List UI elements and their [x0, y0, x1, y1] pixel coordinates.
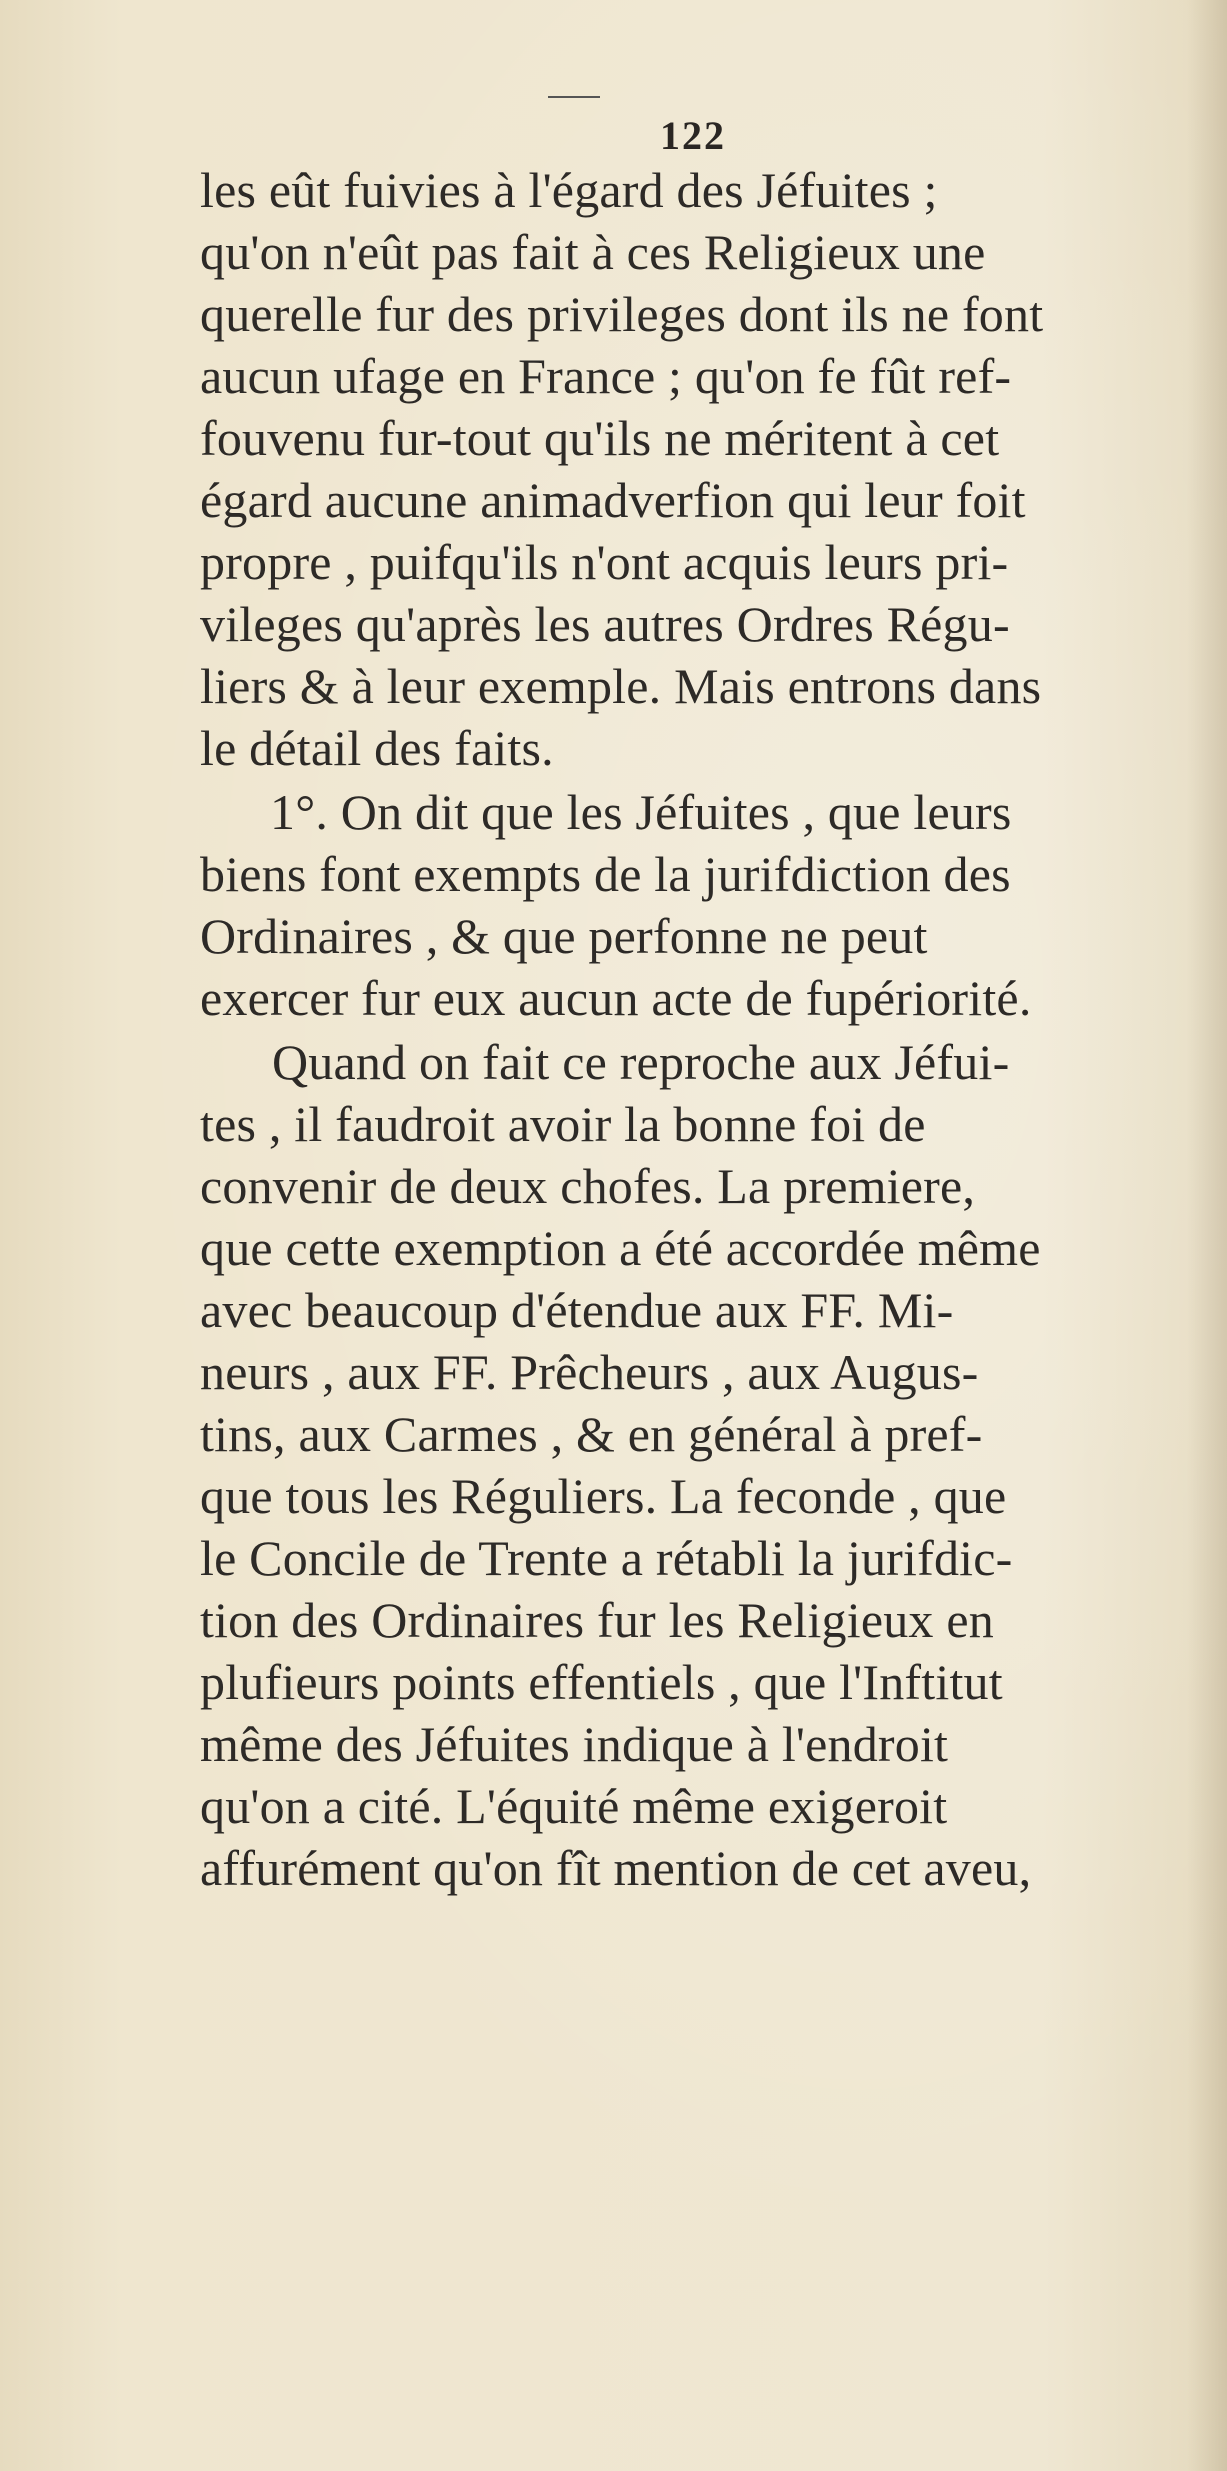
text-line: que cette exemption a été accordée même [200, 1220, 1041, 1276]
header-rule [548, 96, 600, 98]
text-line: propre , puifqu'ils n'ont acquis leurs pri- [200, 534, 1009, 590]
paragraph-start-line: Quand on fait ce reproche aux Jéfui- [272, 1034, 1010, 1090]
text-line: querelle fur des privileges dont ils ne font [200, 286, 1044, 342]
text-line: liers & à leur exemple. Mais entrons dans [200, 658, 1042, 714]
text-line: neurs , aux FF. Prêcheurs , aux Augus- [200, 1344, 979, 1400]
text-line: même des Jéfuites indique à l'endroit [200, 1716, 949, 1772]
text-line: exercer fur eux aucun acte de fupériorité. [200, 970, 1032, 1026]
page-edge-shadow [1187, 0, 1227, 2471]
text-line: vileges qu'après les autres Ordres Régu- [200, 596, 1010, 652]
page-number: 122 [660, 113, 726, 158]
text-line: biens font exempts de la jurifdiction des [200, 846, 1011, 902]
text-line: plufieurs points effentiels , que l'Inftitut [200, 1654, 1003, 1710]
text-line: le détail des faits. [200, 720, 554, 776]
text-line: le Concile de Trente a rétabli la jurifdic- [200, 1530, 1013, 1586]
text-line: tes , il faudroit avoir la bonne foi de [200, 1096, 926, 1152]
paragraph-start-line: 1°. On dit que les Jéfuites , que leurs [270, 784, 1012, 840]
text-line: avec beaucoup d'étendue aux FF. Mi- [200, 1282, 954, 1338]
text-line: affurément qu'on fît mention de cet aveu, [200, 1840, 1032, 1896]
text-line: les eût fuivies à l'égard des Jéfuites ; [200, 162, 938, 218]
text-line: tion des Ordinaires fur les Religieux en [200, 1592, 994, 1648]
text-line: qu'on a cité. L'équité même exigeroit [200, 1778, 948, 1834]
text-line: aucun ufage en France ; qu'on fe fût ref- [200, 348, 1012, 404]
text-line: que tous les Réguliers. La feconde , que [200, 1468, 1007, 1524]
text-line: fouvenu fur-tout qu'ils ne méritent à cet [200, 410, 1000, 466]
text-line: convenir de deux chofes. La premiere, [200, 1158, 976, 1214]
text-line: tins, aux Carmes , & en général à pref- [200, 1406, 983, 1462]
text-line: Ordinaires , & que perfonne ne peut [200, 908, 928, 964]
text-line: qu'on n'eût pas fait à ces Religieux une [200, 224, 986, 280]
text-line: égard aucune animadverfion qui leur foit [200, 472, 1026, 528]
